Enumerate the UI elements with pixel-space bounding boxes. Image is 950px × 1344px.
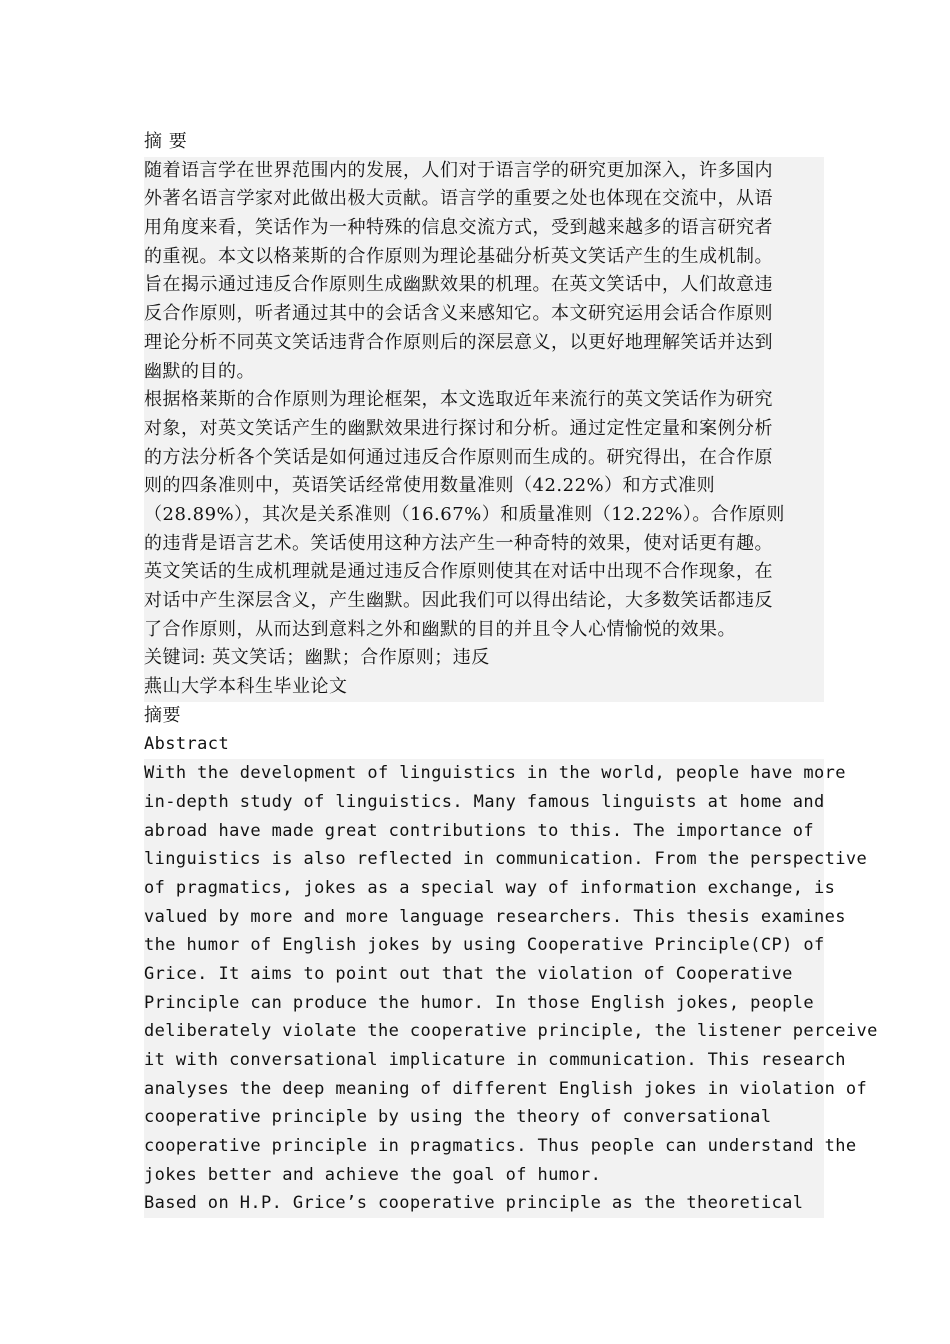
heading-zhaiyao-2: 摘要 [144, 704, 181, 726]
en-abstract-paragraph-2 [144, 1189, 824, 1218]
text-line: in-depth study of linguistics. Many famous linguists at home and [144, 788, 824, 817]
text-line: 反合作原则，听者通过其中的会话含义来感知它。本文研究运用会话合作原则 [144, 300, 824, 329]
text-line: （28.89%），其次是关系准则（16.67%）和质量准则（12.22%）。合作原则 [144, 501, 824, 530]
text-line: 用角度来看，笑话作为一种特殊的信息交流方式，受到越来越多的语言研究者 [144, 214, 824, 243]
text-line: 随着语言学在世界范围内的发展，人们对于语言学的研究更加深入，许多国内 [144, 157, 824, 186]
text-line: Principle can produce the humor. In those English jokes, people [144, 989, 824, 1018]
text-line: With the development of linguistics in the world, people have more [144, 759, 824, 788]
text-line: jokes better and achieve the goal of humor. [144, 1161, 824, 1190]
text-line: 外著名语言学家对此做出极大贡献。语言学的重要之处也体现在交流中，从语 [144, 185, 824, 214]
university-line: 燕山大学本科生毕业论文 [144, 673, 824, 702]
cn-abstract-paragraph-1 [144, 157, 824, 387]
keywords-line: 关键词: 英文笑话；幽默；合作原则；违反 [144, 644, 824, 673]
text-line: 幽默的目的。 [144, 358, 824, 387]
text-line: 对话中产生深层含义，产生幽默。因此我们可以得出结论，大多数笑话都违反 [144, 587, 824, 616]
text-line: 的方法分析各个笑话是如何通过违反合作原则而生成的。研究得出，在合作原 [144, 444, 824, 473]
heading-zhaiyao: 摘 要 [144, 131, 188, 152]
text-line: cooperative principle in pragmatics. Thus people can understand the [144, 1132, 824, 1161]
cn-abstract-paragraph-2 [144, 386, 824, 644]
en-abstract-paragraph-1 [144, 759, 878, 1189]
text-line: Based on H.P. Grice’s cooperative principle as the theoretical [144, 1189, 824, 1218]
keywords-block [144, 644, 824, 701]
text-line: 则的四条准则中，英语笑话经常使用数量准则（42.22%）和方式准则 [144, 472, 824, 501]
text-line: 对象，对英文笑话产生的幽默效果进行探讨和分析。通过定性定量和案例分析 [144, 415, 824, 444]
cn-abstract-section [144, 128, 824, 730]
text-line: valued by more and more language researchers. This thesis examines [144, 903, 824, 932]
text-line: linguistics is also reflected in communication. From the perspective [144, 845, 824, 874]
text-line: 的违背是语言艺术。笑话使用这种方法产生一种奇特的效果，使对话更有趣。 [144, 530, 824, 559]
text-line: 英文笑话的生成机理就是通过违反合作原则使其在对话中出现不合作现象，在 [144, 558, 824, 587]
text-line: deliberately violate the cooperative principle, the listener perceive [144, 1017, 824, 1046]
text-line: 的重视。本文以格莱斯的合作原则为理论基础分析英文笑话产生的生成机制。 [144, 243, 824, 272]
text-line: Grice. It aims to point out that the violation of Cooperative [144, 960, 824, 989]
en-abstract-section [144, 730, 878, 1218]
text-line: 理论分析不同英文笑话违背合作原则后的深层意义，以更好地理解笑话并达到 [144, 329, 824, 358]
text-line: 了合作原则，从而达到意料之外和幽默的目的并且令人心情愉悦的效果。 [144, 616, 824, 645]
text-line: the humor of English jokes by using Cooperative Principle(CP) of [144, 931, 824, 960]
text-line: it with conversational implicature in communication. This research [144, 1046, 824, 1075]
abstract-heading: Abstract [144, 734, 230, 755]
text-line: 旨在揭示通过违反合作原则生成幽默效果的机理。在英文笑话中，人们故意违 [144, 271, 824, 300]
text-line: analyses the deep meaning of different English jokes in violation of [144, 1075, 824, 1104]
text-line: abroad have made great contributions to this. The importance of [144, 817, 824, 846]
text-line: of pragmatics, jokes as a special way of information exchange, is [144, 874, 824, 903]
text-line: 根据格莱斯的合作原则为理论框架，本文选取近年来流行的英文笑话作为研究 [144, 386, 824, 415]
document-page [144, 128, 878, 1218]
text-line: cooperative principle by using the theory of conversational [144, 1103, 824, 1132]
